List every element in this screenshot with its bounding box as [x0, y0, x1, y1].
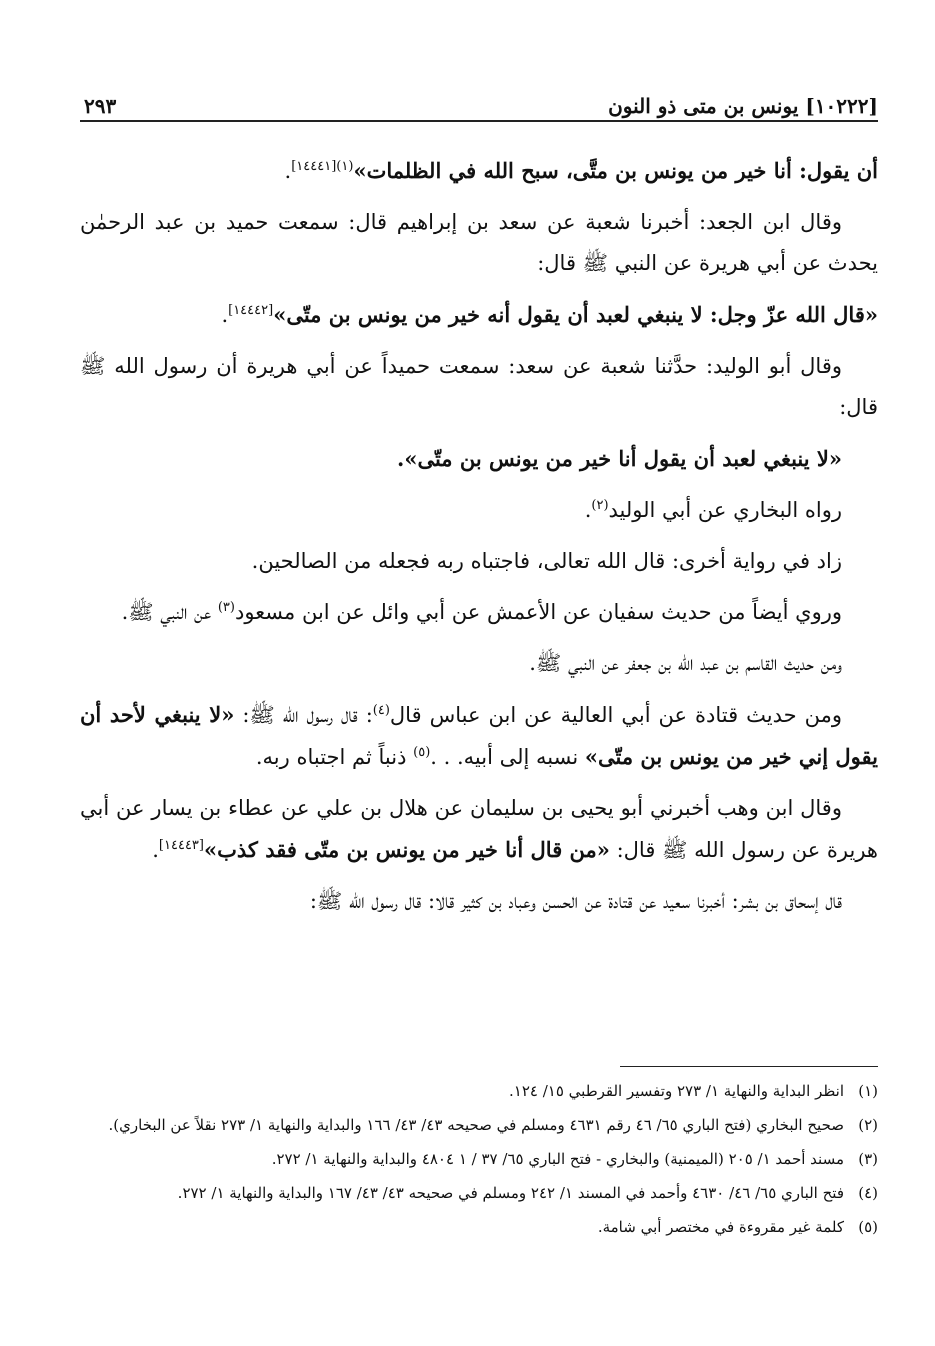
narration-text-end: عن النبي ﷺ. [121, 600, 218, 624]
period: . [221, 303, 229, 327]
header-title: [١٠٢٢٢] يونس بن متى ذو النون [608, 94, 878, 118]
paragraph-6 [80, 490, 878, 531]
period: . [284, 159, 292, 183]
footnote-1 [80, 1078, 878, 1104]
footnote-number: (٥) [858, 1218, 878, 1236]
footnote-text: كلمة غير مقروءة في مختصر أبي شامة. [597, 1218, 844, 1236]
footnote-3 [80, 1146, 878, 1172]
paragraph-2 [80, 202, 878, 284]
paragraph-11 [80, 788, 878, 871]
narration-text: قال إسحاق بن بشر: أخبرنا سعيد عن قتادة عن الحسن وعباد بن كثير قالا: قال رسول الله ﷺ: [309, 889, 842, 913]
footnote-ref: (٣) [217, 600, 235, 615]
narration-text: نسبه إلى أبيه. . . [430, 745, 585, 769]
paragraph-4 [80, 346, 878, 428]
narration-text: وروي أيضاً من حديث سفيان عن الأعمش عن أبي وائل عن ابن مسعود [234, 600, 842, 624]
footnote-5 [80, 1214, 878, 1240]
footnote-number: (١) [858, 1082, 878, 1100]
footnote-ref: (٤) [372, 703, 390, 718]
footnote-divider [620, 1066, 878, 1067]
narration-text: رواه البخاري عن أبي الوليد [608, 498, 842, 522]
footnote-number: (٤) [858, 1184, 878, 1202]
narration-text: وقال ابن وهب أخبرني أبو يحيى بن سليمان عن هلال بن علي عن عطاء بن يسار عن أبي هريرة عن رسول الله ﷺ قال: [80, 796, 878, 862]
main-text [80, 150, 878, 932]
running-header [80, 86, 878, 122]
footnote-number: (٣) [858, 1150, 878, 1168]
narration-text: ومن حديث القاسم بن عبد الله بن جعفر عن النبي ﷺ. [529, 651, 842, 675]
footnote-ref: (١) [336, 159, 354, 174]
hadith-number: [١٤٤٤٣] [158, 838, 204, 853]
footnote-text: صحيح البخاري (فتح الباري ٦٥/ ٤٦ رقم ٤٦٣١ ومسلم في صحيحه ٤٣/ ٤٣/ ١٦٦ والبداية والنهاية ١/ ٢٧٣ نقلاً عن البخاري). [108, 1116, 844, 1134]
paragraph-7 [80, 541, 878, 582]
footnote-text: انظر البداية والنهاية ١/ ٢٧٣ وتفسير القرطبي ١٥/ ١٢٤. [508, 1082, 844, 1100]
paragraph-3 [80, 294, 878, 336]
paragraph-8 [80, 592, 878, 633]
hadith-quote: «من قال أنا خير من يونس بن متّى فقد كذب» [204, 837, 610, 862]
footnote-ref: (٢) [591, 498, 609, 513]
hadith-quote: أن يقول: أنا خير من يونس بن متَّى، سبح الله في الظلمات» [353, 158, 878, 183]
paragraph-10 [80, 694, 878, 778]
hadith-number: [١٤٤٤١] [291, 159, 337, 174]
footnote-text: فتح الباري ٦٥/ ٤٦/ ٤٦٣٠ وأحمد في المسند ١/ ٢٤٢ ومسلم في صحيحه ٤٣/ ٤٣/ ١٦٧ والبداية والنهاية ١/ ٢٧٢. [177, 1184, 844, 1202]
footnote-number: (٢) [858, 1116, 878, 1134]
hadith-number: [١٤٤٤٢] [228, 303, 274, 318]
footnote-2 [80, 1112, 878, 1138]
footnote-text: مسند أحمد ١/ ٢٠٥ (الميمنية) والبخاري - فتح الباري ٦٥/ ٣٧ / ١ ٤٨٠٤ والبداية والنهاية ١/ ٢٧٢. [271, 1150, 844, 1168]
narration-text: ومن حديث قتادة عن أبي العالية عن ابن عباس قال [389, 703, 842, 727]
footnote-4 [80, 1180, 878, 1206]
page-number: ٢٩٣ [84, 94, 117, 118]
hadith-quote: «لا ينبغي لعبد أن يقول أنا خير من يونس بن متّى». [397, 446, 842, 471]
footnotes [80, 1078, 878, 1248]
narration-text: ذنباً ثم اجتباه ربه. [255, 745, 414, 769]
hadith-quote: «قال الله عزّ وجل: لا ينبغي لعبد أن يقول أنه خير من يونس بن متّى» [273, 302, 878, 327]
narration-text: زاد في رواية أخرى: قال الله تعالى، فاجتباه ربه فجعله من الصالحين. [251, 549, 842, 573]
footnote-ref: (٥) [413, 745, 431, 760]
paragraph-9 [80, 643, 878, 684]
paragraph-5 [80, 438, 878, 480]
hadith-quote: «لا ينبغي لأحد أن يقول إني خير من يونس بن متّى» [80, 702, 878, 769]
narration-text: : قال رسول الله ﷺ: [234, 703, 373, 727]
paragraph-1 [80, 150, 878, 192]
period: . [584, 498, 592, 522]
narration-text: وقال أبو الوليد: حدَّثنا شعبة عن سعد: سمعت حميداً عن أبي هريرة أن رسول الله ﷺ قال: [80, 354, 878, 419]
book-page [80, 0, 878, 1346]
narration-text: وقال ابن الجعد: أخبرنا شعبة عن سعد بن إبراهيم قال: سمعت حميد بن عبد الرحمٰن يحدث عن أبي هريرة عن النبي ﷺ قال: [80, 210, 878, 275]
period: . [152, 838, 159, 862]
paragraph-12 [80, 881, 878, 922]
